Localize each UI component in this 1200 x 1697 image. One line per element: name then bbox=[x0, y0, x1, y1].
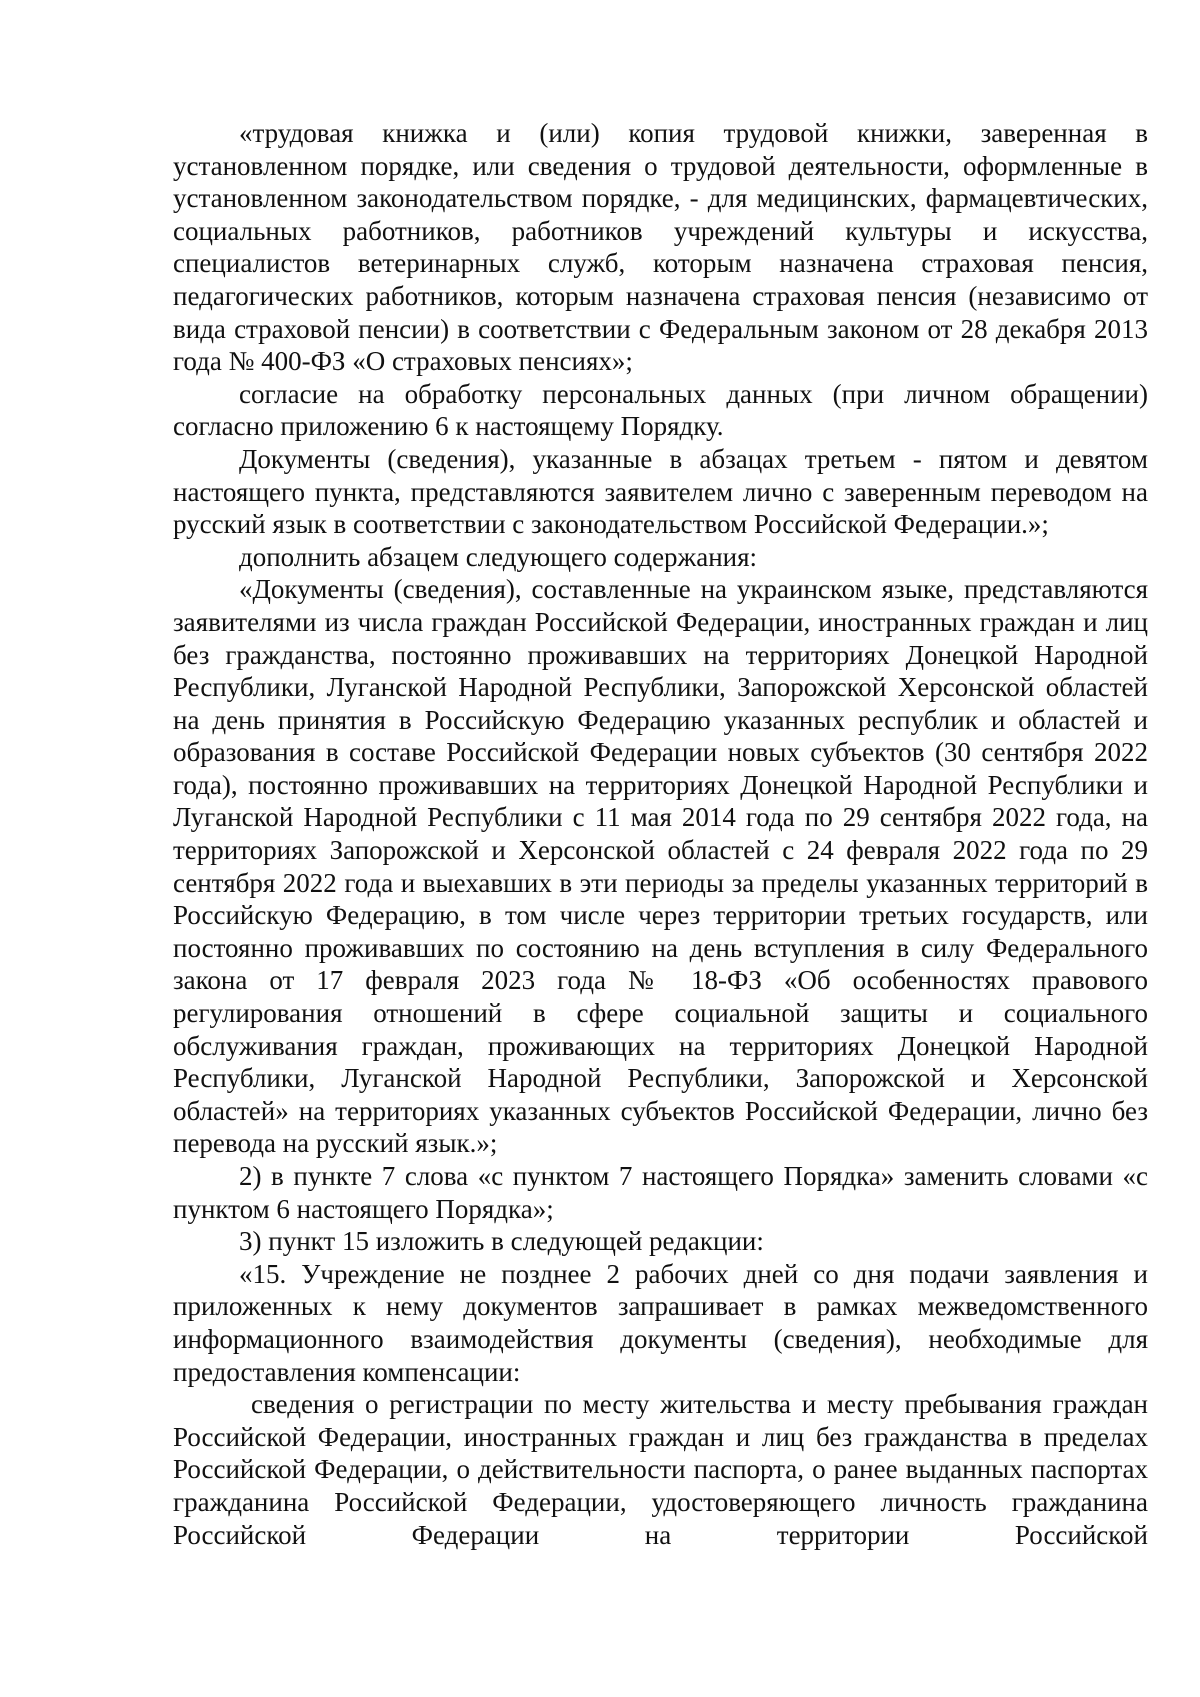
paragraph-item-2: 2) в пункте 7 слова «с пунктом 7 настоящего Порядка» заменить словами «с пунктом 6 настоящего Порядка»; bbox=[173, 1161, 1148, 1224]
paragraph-translated-documents: Документы (сведения), указанные в абзацах третьем - пятом и девятом настоящего пункта, представляются заявителем лично с заверенным переводом на русский язык в соответствии с законодательством Российской Федерации.»; bbox=[173, 443, 1148, 540]
paragraph-item-15: «15. Учреждение не позднее 2 рабочих дней со дня подачи заявления и приложенных к нему документов запрашивает в рамках межведомственного информационного взаимодействия документы (сведения), необходимые для предоставления компенсации: bbox=[173, 1258, 1148, 1387]
paragraph-registration-info: сведения о регистрации по месту жительства и месту пребывания граждан Российской Федерации, иностранных граждан и лиц без гражданства в пределах Российской Федерации, о действительности паспорта, о ранее выданных паспортах гражданина Российской Федерации, удостоверяющего личность гражданина Российской Федерации на территории Российской bbox=[173, 1389, 1148, 1550]
paragraph-supplement-instruction: дополнить абзацем следующего содержания: bbox=[239, 541, 758, 572]
document-body bbox=[173, 117, 1148, 1551]
paragraph-item-3: 3) пункт 15 изложить в следующей редакции: bbox=[239, 1226, 764, 1257]
paragraph-ukrainian-documents: «Документы (сведения), составленные на украинском языке, представляются заявителями из числа граждан Российской Федерации, иностранных граждан и лиц без гражданства, постоянно проживавших на территориях Донецкой Народной Республики, Луганской Народной Республики, Запорожской Херсонской областей на день принятия в Российскую Федерацию указанных республик и областей и образования в составе Российской Федерации новых субъектов (30 сентября 2022 года), постоянно проживавших на территориях Донецкой Народной Республики и Луганской Народной Республики с 11 мая 2014 года по 29 сентября 2022 года, на территориях Запорожской и Херсонской областей с 24 февраля 2022 года по 29 сентября 2022 года и выехавших в эти периоды за пределы указанных территорий в Российскую Федерацию, в том числе через территории третьих государств, или постоянно проживавших по состоянию на день вступления в силу Федерального закона от 17 февраля 2023 года № 18-ФЗ «Об особенностях правового регулирования отношений в сфере социальной защиты и социального обслуживания граждан, проживающих на территориях Донецкой Народной Республики, Луганской Народной Республики, Запорожской и Херсонской областей» на территориях указанных субъектов Российской Федерации, лично без перевода на русский язык.»; bbox=[173, 574, 1148, 1159]
paragraph-work-record-book: «трудовая книжка и (или) копия трудовой книжки, заверенная в установленном порядке, или сведения о трудовой деятельности, оформленные в установленном законодательством порядке, - для медицинских, фармацевтических, социальных работников, работников учреждений культуры и искусства, специалистов ветеринарных служб, которым назначена страховая пенсия, педагогических работников, которым назначена страховая пенсия (независимо от вида страховой пенсии) в соответствии с Федеральным законом от 28 декабря 2013 года № 400-ФЗ «О страховых пенсиях»; bbox=[173, 118, 1148, 377]
paragraph-personal-data-consent: согласие на обработку персональных данных (при личном обращении) согласно приложению 6 к настоящему Порядку. bbox=[173, 378, 1148, 442]
